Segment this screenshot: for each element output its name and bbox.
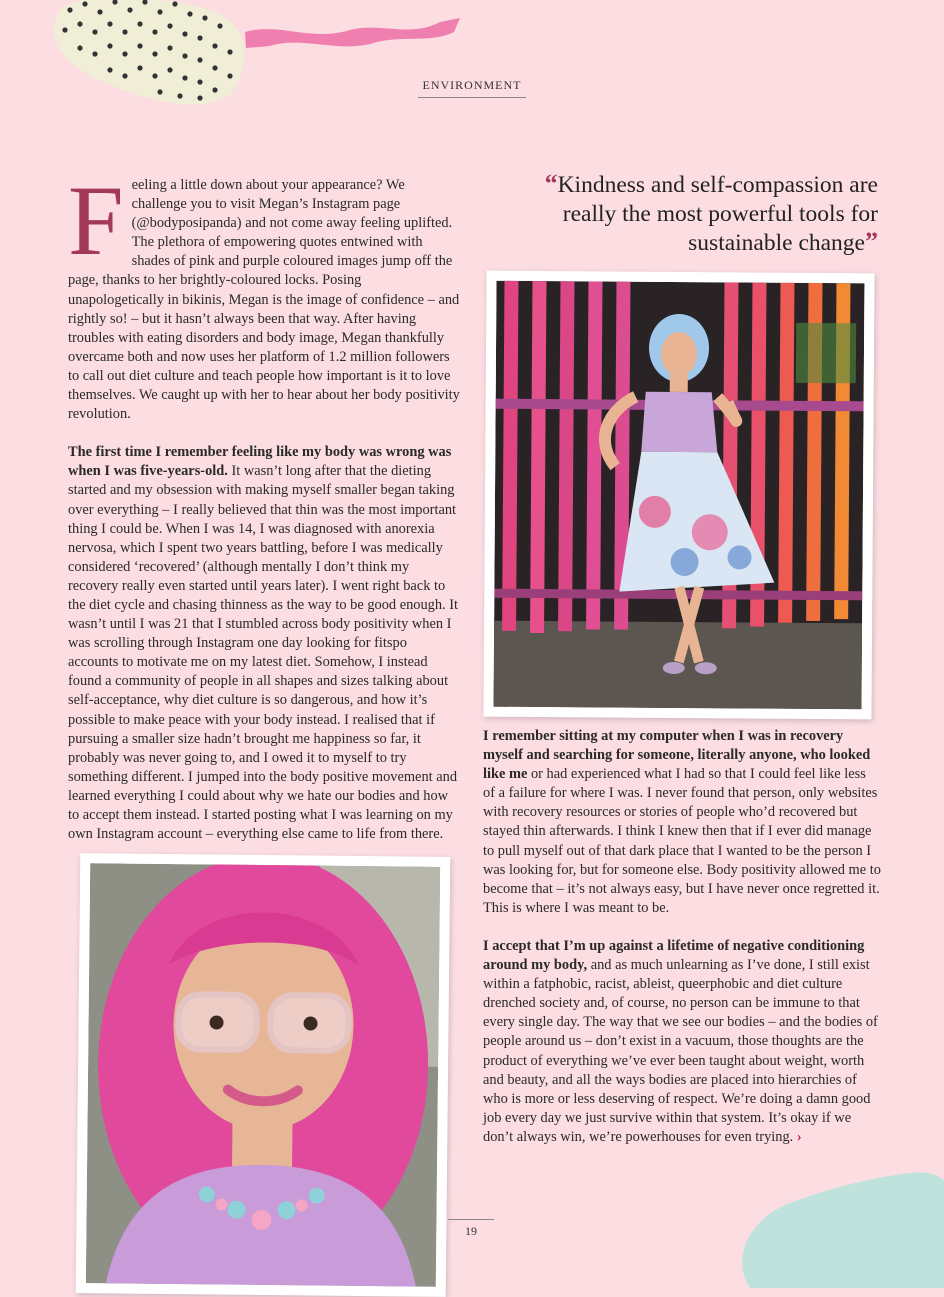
open-quote-mark: “ [544, 169, 558, 198]
answer-text-3: and as much unlearning as I’ve done, I still exist within a fatphobic, racist, ableist, queerphobic and diet culture drenched society and, of course, no person can be immune to that every single day. The way that we see our bodies – and the bodies of people around us – don’t exist in a vacuum, those thoughts are the product of everything we’ve ever been taught about weight, worth and beauty, and all the ways bodies are placed into hierarchies of who is more or less deserving of respect. We’re doing a damn good job every day we just survive within that system. It’s okay if we don’t always win, we’re powerhouses for even trying. [483, 957, 878, 1145]
close-quote-mark: ” [865, 227, 878, 256]
answer-lead-2: I remember sitting at my computer when I was in recovery myself and searching for someone, literally anyone, who looked like me [483, 728, 871, 783]
answer-paragraph-1 [68, 443, 460, 844]
intro-text: eeling a little down about your appearance? We challenge you to visit Megan’s Instagram page (@bodyposipanda) and not come away feeling uplifted. The plethora of empowering quotes entwined with shades of pink and purple coloured images jump off the page, thanks to her brightly-coloured locks. Posing unapologetically in bikinis, Megan is the image of confidence – and rightly so! – but it hasn’t always been that way. After having troubles with eating disorders and body image, Megan thankfully overcame both and now uses her platform of 1.2 million followers to call out diet culture and teach people how important is it to love themselves. We caught up with her to hear about her body positivity revolution. [68, 177, 460, 423]
dotted-blob-decoration [40, 0, 260, 110]
answer-text-2: or had experienced what I had so that I could feel like less of a failure for where I was. I never found that person, only websites with recovery resources or stories of people who’d recovered but stayed thin afterwards. I think I knew then that if I ever did manage to pull myself out of that dark place that I wanted to be the person I was looking for, but for someone else. Body positivity allowed me to become that – it’s not always easy, but I have never once regretted it. This is where I was meant to be. [483, 766, 881, 916]
pull-quote [540, 170, 878, 258]
pink-brush-stroke-decoration [240, 14, 465, 54]
closeup-portrait-photo [76, 853, 451, 1297]
answer-paragraph-3 [483, 937, 881, 1147]
left-column [68, 165, 460, 863]
pull-quote-text: Kindness and self-compassion are really the most powerful tools for sustainable change [557, 172, 878, 256]
end-mark: › [793, 1128, 802, 1145]
intro-paragraph [68, 165, 460, 424]
drop-cap: F [68, 165, 124, 276]
answer-lead-3: I accept that I’m up against a lifetime of negative conditioning around my body, [483, 937, 865, 974]
section-label: ENVIRONMENT [418, 78, 526, 98]
page-number: 19 [448, 1219, 494, 1239]
answer-lead-1: The first time I remember feeling like my body was wrong was when I was five-years-old. [68, 444, 452, 480]
teal-blob-decoration [720, 1168, 944, 1288]
answer-text-1: It wasn’t long after that the dieting started and my obsession with making myself smaller began taking over everything – I really believed that thin was the most important thing I could be. When I was 14, I was diagnosed with anorexia nervosa, which I spent two years battling, before I was medically considered ‘recovered’ (although mentally I don’t think my recovery really even started until years later). I went right back to the diet cycle and chasing thinness as the way to be good enough. It wasn’t until I was 21 that I stumbled across body positivity when I was scrolling through Instagram one day looking for fitspo accounts to motivate me on my latest diet. Somehow, I instead found a community of people in all shapes and sizes talking about self-acceptance, why diet culture is so dangerous, and how it’s possible to make peace with your body instead. I realised that if pursuing a smaller size hadn’t brought me happiness so far, it probably was never going to, and I owed it to myself to try something different. I jumped into the body positive movement and learned everything I could about why we hate our bodies and how to accept them instead. I started posting what I was learning on my own Instagram account – everything else came to life from there. [68, 463, 459, 843]
answer-paragraph-2 [483, 727, 881, 918]
fence-portrait-photo [483, 271, 874, 720]
right-column [483, 727, 881, 1166]
